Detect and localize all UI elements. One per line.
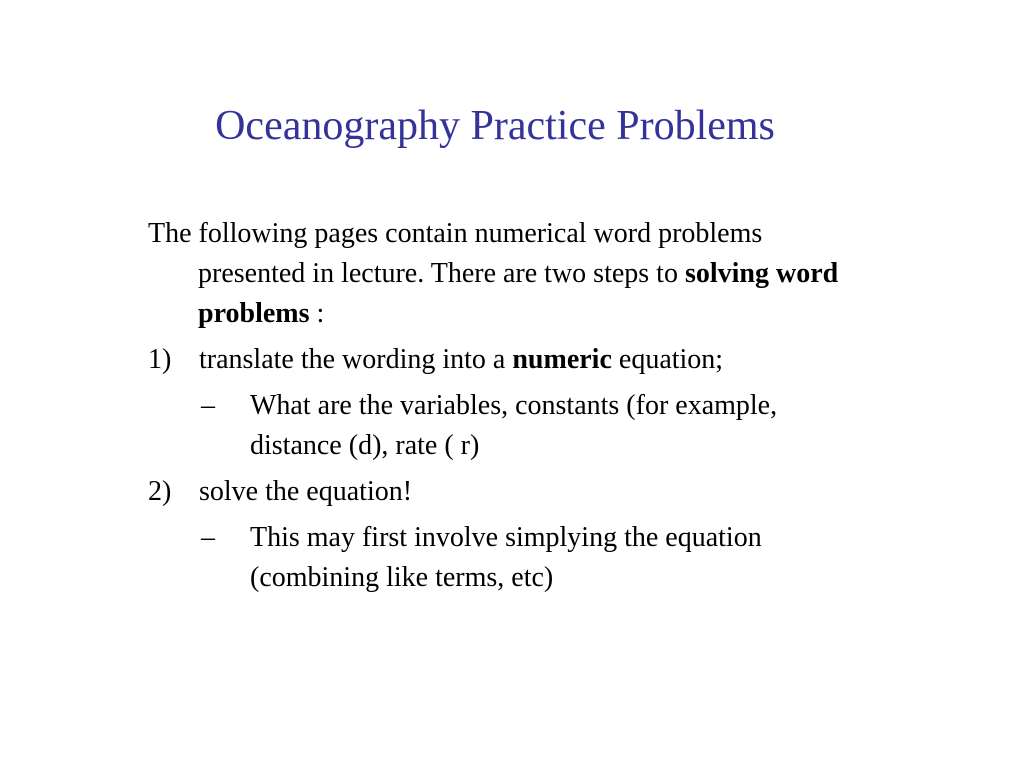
step-2-marker: 2)	[148, 476, 172, 507]
step-2-text: solve the equation!	[199, 476, 413, 507]
step-2	[148, 472, 848, 512]
step-2-subpoint-text: This may first involve simplying the equation (combining like terms, etc)	[250, 522, 762, 593]
intro-colon: :	[309, 298, 325, 329]
intro-paragraph	[148, 214, 848, 334]
step-1-marker: 1)	[148, 344, 172, 375]
step-1-text-end: equation;	[611, 344, 724, 375]
slide-body	[148, 214, 848, 604]
step-2-subpoint-dash: –	[201, 522, 215, 553]
step-1-subpoint-text: What are the variables, constants (for example, distance (d), rate ( r)	[250, 390, 778, 461]
slide-title: Oceanography Practice Problems	[215, 103, 775, 149]
step-1	[148, 340, 848, 380]
step-1-emphasis: numeric	[512, 344, 612, 375]
intro-text: The following pages contain numerical word problems presented in lecture. There are two steps to	[148, 218, 763, 289]
step-2-subpoint	[199, 518, 848, 598]
intro-emphasis: solving word problems	[198, 258, 839, 329]
step-1-text	[199, 340, 848, 380]
step-1-subpoint	[199, 386, 848, 466]
step-1-subpoint-dash: –	[201, 390, 215, 421]
step-1-text-start: translate the wording into a	[199, 344, 513, 375]
